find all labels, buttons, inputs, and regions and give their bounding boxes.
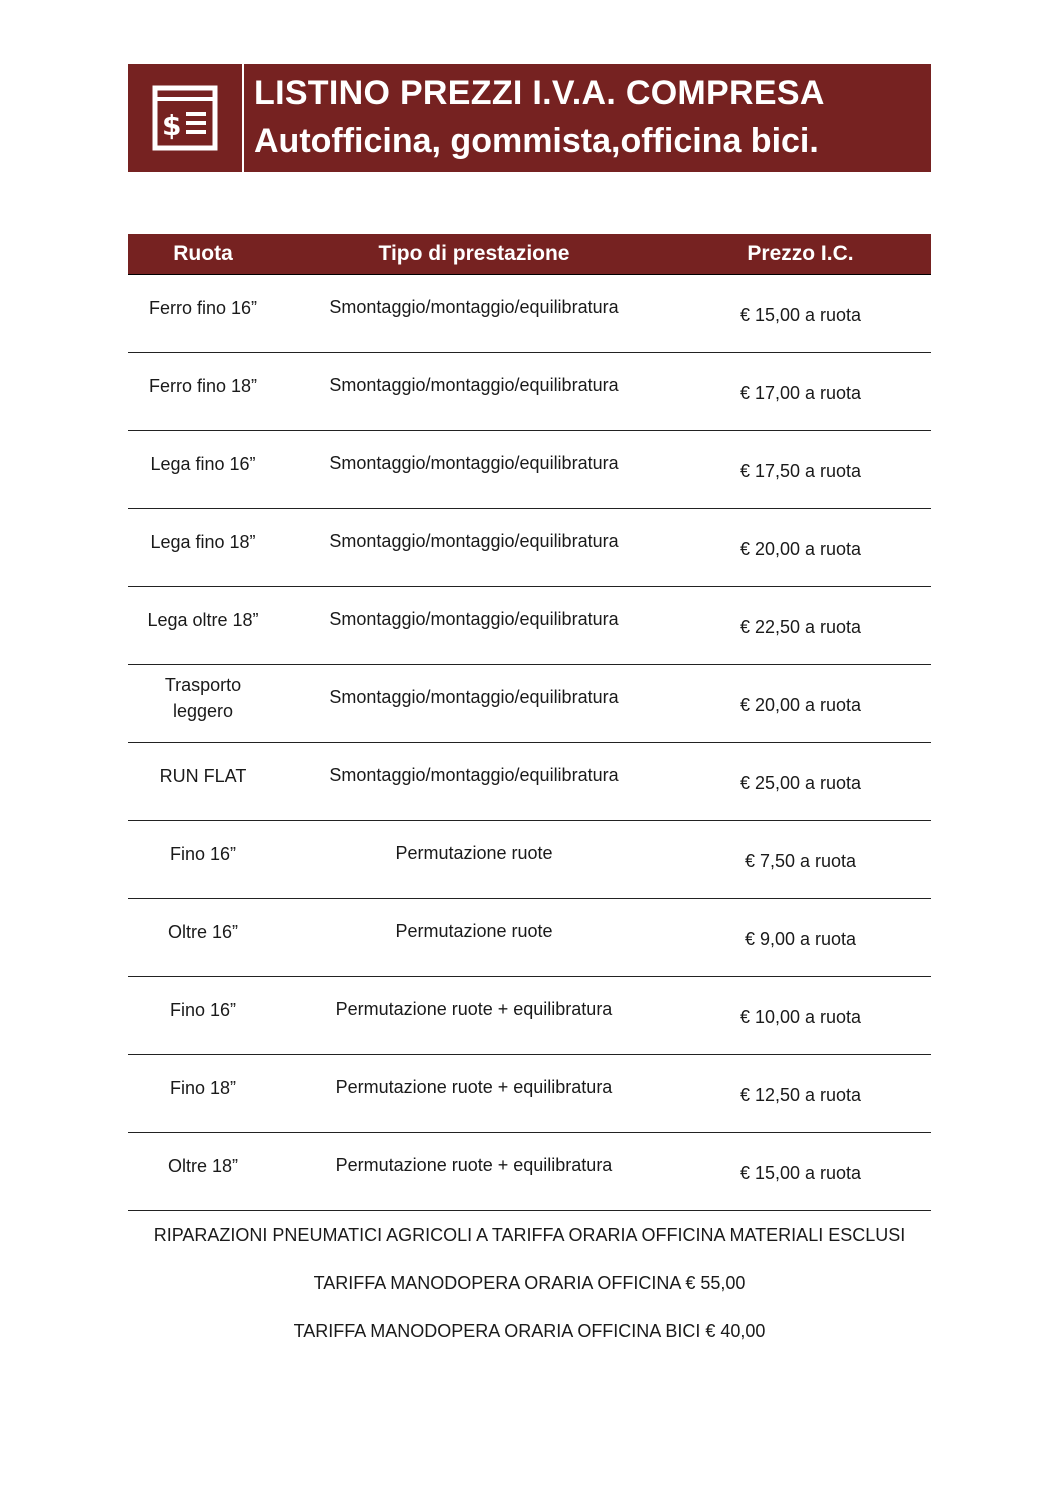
cell-wheel: Oltre 16” <box>167 921 239 942</box>
table-row <box>128 665 931 743</box>
cell-service: Smontaggio/montaggio/equilibratura <box>329 531 619 551</box>
header-banner <box>128 64 931 172</box>
column-header-price: Prezzo I.C. <box>747 242 854 265</box>
svg-text:$: $ <box>162 109 182 142</box>
table-row <box>128 509 931 587</box>
cell-service: Smontaggio/montaggio/equilibratura <box>329 609 619 629</box>
cell-wheel: Lega fino 16” <box>150 453 256 474</box>
cell-wheel: Fino 16” <box>169 999 237 1020</box>
cell-wheel: Trasporto leggero <box>164 674 242 721</box>
cell-wheel: Lega fino 18” <box>150 531 256 552</box>
cell-service: Permutazione ruote + equilibratura <box>335 1077 613 1097</box>
cell-wheel: Lega oltre 18” <box>147 609 259 630</box>
table-row <box>128 1133 931 1211</box>
note-bike-labor-rate: TARIFFA MANODOPERA ORARIA OFFICINA BICI € 40,00 <box>293 1321 766 1341</box>
page-subtitle: Autofficina, gommista,officina bici. <box>254 122 819 160</box>
table-row <box>128 743 931 821</box>
cell-service: Permutazione ruote <box>395 843 553 863</box>
cell-service: Smontaggio/montaggio/equilibratura <box>329 297 619 317</box>
cell-wheel: RUN FLAT <box>159 765 247 786</box>
cell-wheel: Ferro fino 18” <box>148 375 258 396</box>
column-header-service: Tipo di prestazione <box>378 242 570 265</box>
cell-price: € 20,00 a ruota <box>739 695 862 715</box>
table-row <box>128 353 931 431</box>
invoice-dollar-icon <box>152 85 218 151</box>
table-row <box>128 431 931 509</box>
header-text <box>244 64 825 172</box>
cell-wheel: Oltre 18” <box>167 1155 239 1176</box>
cell-price: € 22,50 a ruota <box>739 617 862 637</box>
cell-service: Permutazione ruote + equilibratura <box>335 1155 613 1175</box>
table-row <box>128 1055 931 1133</box>
cell-service: Smontaggio/montaggio/equilibratura <box>329 453 619 473</box>
cell-price: € 10,00 a ruota <box>739 1007 862 1027</box>
header-icon-box <box>128 64 244 172</box>
note-labor-rate: TARIFFA MANODOPERA ORARIA OFFICINA € 55,00 <box>313 1273 746 1293</box>
cell-service: Smontaggio/montaggio/equilibratura <box>329 765 619 785</box>
cell-wheel: Fino 16” <box>169 843 237 864</box>
cell-wheel: Ferro fino 16” <box>148 297 258 318</box>
cell-price: € 17,00 a ruota <box>739 383 862 403</box>
cell-price: € 25,00 a ruota <box>739 773 862 793</box>
cell-price: € 15,00 a ruota <box>739 1163 862 1183</box>
table-body <box>128 275 931 1211</box>
cell-service: Permutazione ruote <box>395 921 553 941</box>
cell-price: € 9,00 a ruota <box>744 929 857 949</box>
cell-wheel: Fino 18” <box>169 1077 237 1098</box>
table-row <box>128 821 931 899</box>
table-row <box>128 899 931 977</box>
table-row <box>128 977 931 1055</box>
cell-service: Smontaggio/montaggio/equilibratura <box>329 687 619 707</box>
cell-service: Smontaggio/montaggio/equilibratura <box>329 375 619 395</box>
cell-price: € 15,00 a ruota <box>739 305 862 325</box>
price-table <box>128 234 931 1211</box>
table-row <box>128 275 931 353</box>
cell-service: Permutazione ruote + equilibratura <box>335 999 613 1019</box>
cell-price: € 20,00 a ruota <box>739 539 862 559</box>
column-header-wheel: Ruota <box>173 242 233 265</box>
table-header <box>128 234 931 275</box>
cell-price: € 7,50 a ruota <box>744 851 857 871</box>
notes <box>128 1222 931 1366</box>
note-agricultural-repairs: RIPARAZIONI PNEUMATICI AGRICOLI A TARIFFA ORARIA OFFICINA MATERIALI ESCLUSI <box>153 1225 906 1245</box>
cell-price: € 17,50 a ruota <box>739 461 862 481</box>
cell-price: € 12,50 a ruota <box>739 1085 862 1105</box>
table-row <box>128 587 931 665</box>
page-title: LISTINO PREZZI I.V.A. COMPRESA <box>254 74 825 112</box>
